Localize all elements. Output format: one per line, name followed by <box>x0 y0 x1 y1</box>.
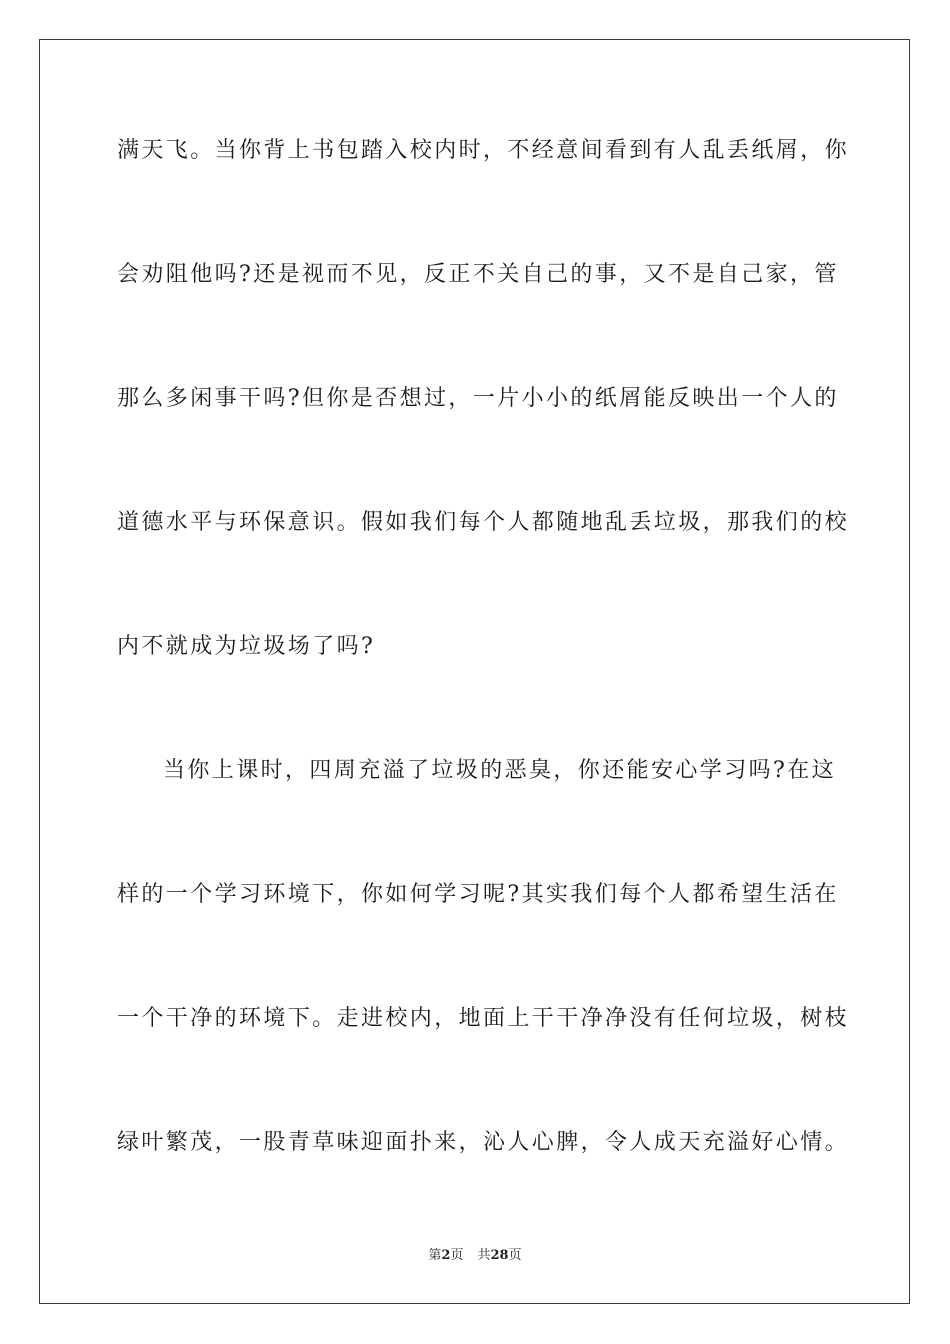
footer-page-number: 2 <box>441 1248 451 1263</box>
footer-total-suffix: 页 <box>508 1248 522 1263</box>
footer-total-prefix: 共 <box>477 1248 491 1263</box>
text-line-1: 满天飞。当你背上书包踏入校内时，不经意间看到有人乱丢纸屑，你 <box>117 138 850 163</box>
footer-page-prefix: 第 <box>428 1248 442 1263</box>
page-footer <box>0 1244 950 1263</box>
footer-total-pages: 28 <box>490 1248 509 1263</box>
text-line-2: 会劝阻他吗?还是视而不见，反正不关自己的事，又不是自己家，管 <box>117 262 839 287</box>
text-line-7: 样的一个学习环境下，你如何学习呢?其实我们每个人都希望生活在 <box>117 882 839 907</box>
text-line-8: 一个干净的环境下。走进校内，地面上干干净净没有任何垃圾，树枝 <box>117 1006 850 1031</box>
text-line-9: 绿叶繁茂，一股青草味迎面扑来，沁人心脾，令人成天充溢好心情。 <box>117 1130 850 1155</box>
text-line-4: 道德水平与环保意识。假如我们每个人都随地乱丢垃圾，那我们的校 <box>117 510 850 535</box>
footer-page-suffix: 页 <box>450 1248 464 1263</box>
text-line-5: 内不就成为垃圾场了吗? <box>117 634 376 659</box>
page-border <box>39 39 910 1304</box>
text-line-6: 当你上课时，四周充溢了垃圾的恶臭，你还能安心学习吗?在这 <box>163 758 836 783</box>
text-line-3: 那么多闲事干吗?但你是否想过，一片小小的纸屑能反映出一个人的 <box>117 386 839 411</box>
